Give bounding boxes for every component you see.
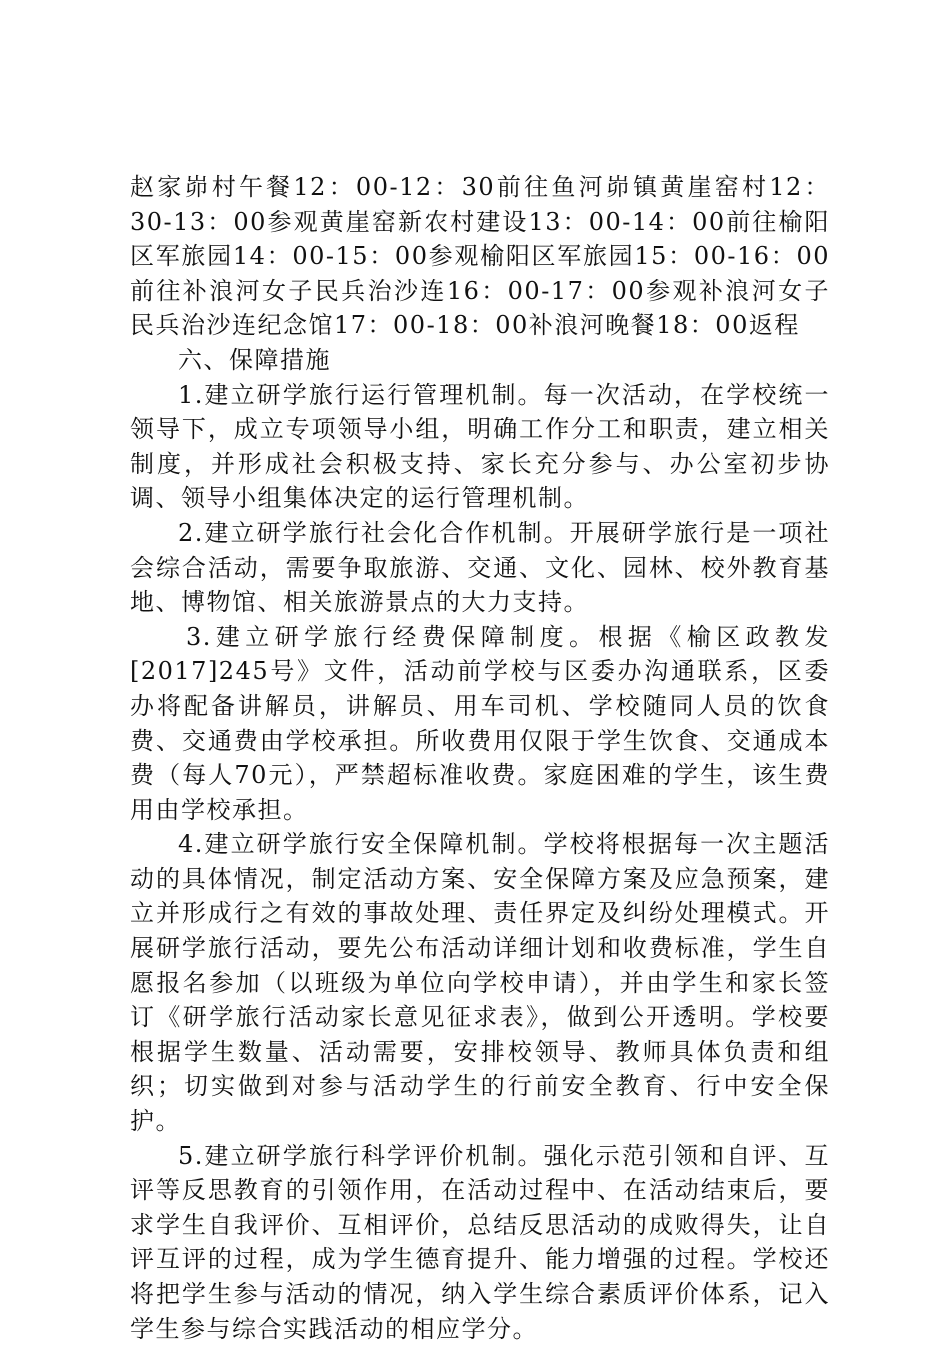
document-body bbox=[130, 170, 830, 1346]
schedule-paragraph: 赵家峁村午餐12：00-12：30前往鱼河峁镇黄崖窑村12：30-13：00参观黄崖窑新农村建设13：00-14：00前往榆阳区军旅园14：00-15：00参观榆阳区军旅园15：00-16：00前往补浪河女子民兵治沙连16：00-17：00参观补浪河女子民兵治沙连纪念馆17：00-18：00补浪河晚餐18：00返程 bbox=[130, 173, 830, 340]
paragraph-funding-system: 3.建立研学旅行经费保障制度。根据《榆区政教发[2017]245号》文件，活动前学校与区委办沟通联系，区委办将配备讲解员，讲解员、用车司机、学校随同人员的饮食费、交通费由学校承担。所收费用仅限于学生饮食、交通成本费（每人70元），严禁超标准收费。家庭困难的学生，该生费用由学校承担。 bbox=[130, 622, 830, 824]
paragraph-safety-mechanism: 4.建立研学旅行安全保障机制。学校将根据每一次主题活动的具体情况，制定活动方案、安全保障方案及应急预案，建立并形成行之有效的事故处理、责任界定及纠纷处理模式。开展研学旅行活动，要先公布活动详细计划和收费标准，学生自愿报名参加（以班级为单位向学校申请），并由学生和家长签订《研学旅行活动家长意见征求表》，做到公开透明。学校要根据学生数量、活动需要，安排校领导、教师具体负责和组织；切实做到对参与活动学生的行前安全教育、行中安全保护。 bbox=[130, 830, 830, 1136]
paragraph-management-mechanism: 1.建立研学旅行运行管理机制。每一次活动，在学校统一领导下，成立专项领导小组，明确工作分工和职责，建立相关制度，并形成社会积极支持、家长充分参与、办公室初步协调、领导小组集体决定的运行管理机制。 bbox=[130, 380, 830, 513]
paragraph-evaluation-mechanism: 5.建立研学旅行科学评价机制。强化示范引领和自评、互评等反思教育的引领作用，在活动过程中、在活动结束后，要求学生自我评价、互相评价，总结反思活动的成败得失，让自评互评的过程，成为学生德育提升、能力增强的过程。学校还将把学生参与活动的情况，纳入学生综合素质评价体系，记入学生参与综合实践活动的相应学分。 bbox=[130, 1141, 830, 1343]
paragraph-cooperation-mechanism: 2.建立研学旅行社会化合作机制。开展研学旅行是一项社会综合活动，需要争取旅游、交通、文化、园林、校外教育基地、博物馆、相关旅游景点的大力支持。 bbox=[130, 518, 830, 617]
section-heading-safeguards: 六、保障措施 bbox=[178, 345, 331, 374]
